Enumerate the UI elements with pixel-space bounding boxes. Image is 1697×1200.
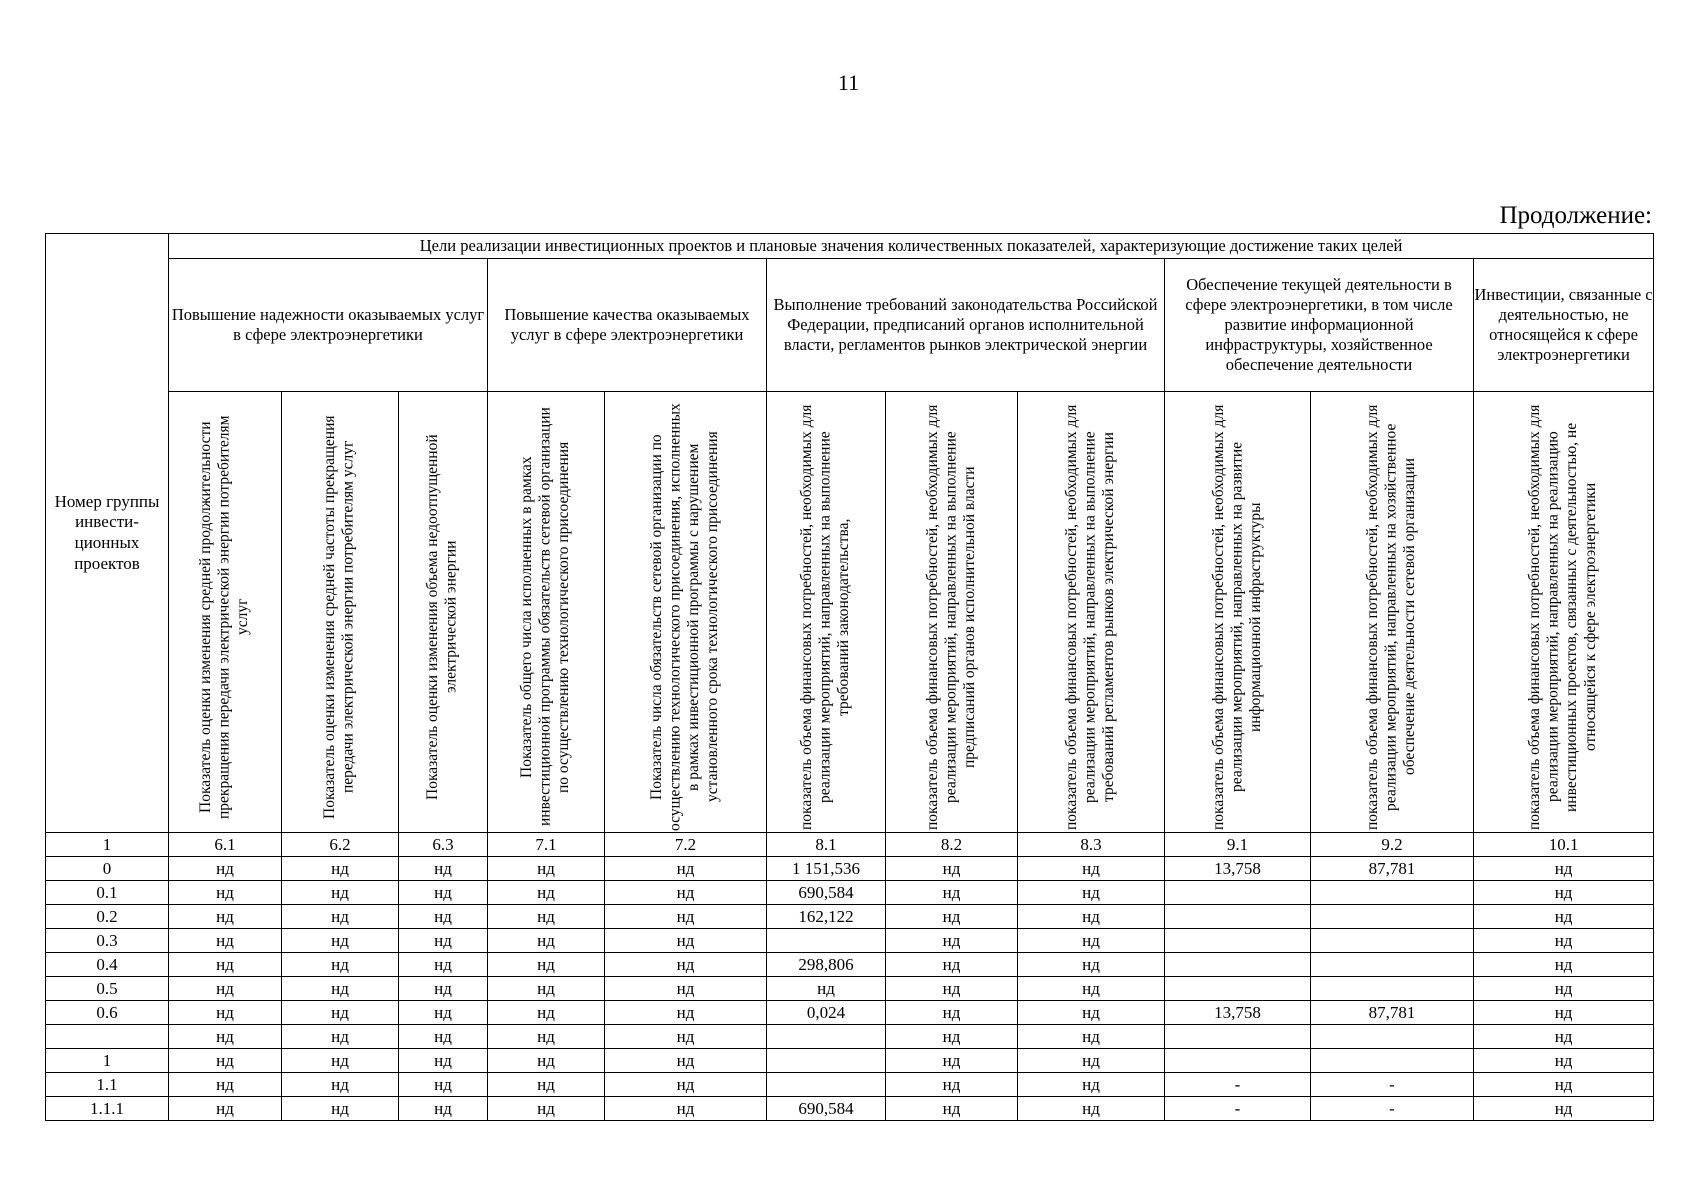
table-cell: -: [1165, 1097, 1311, 1121]
table-cell: нд: [605, 1025, 767, 1049]
table-cell: 162,122: [767, 905, 886, 929]
goals-header: Цели реализации инвестиционных проектов и плановые значения количественных показателей, характеризующие достижение таких целей: [169, 234, 1654, 259]
column-number: 8.1: [767, 833, 886, 857]
table-cell: [1311, 905, 1474, 929]
table-cell: нд: [886, 1073, 1018, 1097]
column-number: 6.3: [399, 833, 488, 857]
table-row: [46, 1049, 1654, 1073]
table-row: [46, 1097, 1654, 1121]
indicator-label: показатель объема финансовых потребностей, необходимых для реализации мероприятий, направленных на выполнение требований законодательства,: [798, 404, 853, 830]
table-cell: 13,758: [1165, 1001, 1311, 1025]
indicator-label: показатель объема финансовых потребностей, необходимых для реализации мероприятий, направленных на развитие информационной инфраструктуры: [1209, 404, 1264, 830]
table-cell: нд: [282, 1025, 399, 1049]
table-cell: нд: [488, 1097, 605, 1121]
groups-header-row: [46, 259, 1654, 392]
table-cell: [1165, 953, 1311, 977]
table-cell: нд: [1474, 905, 1654, 929]
column-number: 10.1: [1474, 833, 1654, 857]
table-cell: нд: [169, 857, 282, 881]
indicator-label: показатель объема финансовых потребностей, необходимых для реализации мероприятий, направленных на выполнение предписаний органов исполнительной власти: [923, 404, 978, 830]
column-number: 6.1: [169, 833, 282, 857]
row-number-header: Номер группы инвести-ционных проектов: [46, 234, 169, 833]
indicator-header-10-1: [1474, 392, 1654, 833]
table-cell: нд: [488, 929, 605, 953]
table-cell: нд: [1474, 1001, 1654, 1025]
row-group-number: 0.1: [46, 881, 169, 905]
table-cell: нд: [1018, 881, 1165, 905]
column-number: 6.2: [282, 833, 399, 857]
table-cell: нд: [1474, 1073, 1654, 1097]
table-body: [46, 857, 1654, 1121]
table-cell: нд: [399, 929, 488, 953]
table-cell: нд: [767, 977, 886, 1001]
table-cell: нд: [169, 1097, 282, 1121]
indicator-header-8-3: [1018, 392, 1165, 833]
table-cell: 1 151,536: [767, 857, 886, 881]
row-group-number: [46, 1025, 169, 1049]
indicator-header-9-2: [1311, 392, 1474, 833]
table-cell: нд: [1018, 929, 1165, 953]
table-cell: нд: [282, 1073, 399, 1097]
table-cell: нд: [488, 881, 605, 905]
table-cell: нд: [488, 1025, 605, 1049]
table-cell: [1165, 1025, 1311, 1049]
indicator-label: Показатель оценки изменения средней продолжительности прекращения передачи электрической энергии потребителям услуг: [197, 415, 252, 819]
table-cell: нд: [605, 1001, 767, 1025]
table-row: [46, 953, 1654, 977]
table-row: [46, 1001, 1654, 1025]
table-cell: [1311, 977, 1474, 1001]
column-number: 1: [46, 833, 169, 857]
table-cell: нд: [282, 881, 399, 905]
table-cell: нд: [169, 953, 282, 977]
table-row: [46, 1073, 1654, 1097]
indicator-label: Показатель оценки изменения объема недоотпущенной электрической энергии: [424, 434, 460, 800]
table-cell: нд: [399, 1025, 488, 1049]
table-cell: нд: [399, 1001, 488, 1025]
table-cell: нд: [886, 1097, 1018, 1121]
indicators-table: [45, 233, 1654, 1121]
column-number: 7.1: [488, 833, 605, 857]
table-cell: нд: [488, 1001, 605, 1025]
group-header-quality: Повышение качества оказываемых услуг в сфере электроэнергетики: [488, 259, 767, 392]
table-cell: нд: [886, 929, 1018, 953]
indicator-header-8-2: [886, 392, 1018, 833]
table-cell: нд: [399, 905, 488, 929]
row-group-number: 0.6: [46, 1001, 169, 1025]
table-cell: нд: [399, 881, 488, 905]
group-header-reliability: Повышение надежности оказываемых услуг в сфере электроэнергетики: [169, 259, 488, 392]
indicator-label: показатель объема финансовых потребностей, необходимых для реализации мероприятий, направленных на реализацию инвестиционных проектов, связанных с деятельностью, не относящейся к сфере электроэнергетики: [1526, 404, 1600, 830]
table-cell: [1311, 929, 1474, 953]
table-cell: 87,781: [1311, 857, 1474, 881]
table-cell: нд: [1018, 953, 1165, 977]
table-cell: нд: [282, 1001, 399, 1025]
table-cell: 690,584: [767, 881, 886, 905]
table-cell: [1165, 929, 1311, 953]
table-cell: нд: [605, 881, 767, 905]
table-cell: нд: [282, 1097, 399, 1121]
table-cell: 13,758: [1165, 857, 1311, 881]
row-group-number: 0.2: [46, 905, 169, 929]
table-cell: нд: [399, 1097, 488, 1121]
table-cell: нд: [399, 953, 488, 977]
table-cell: 0,024: [767, 1001, 886, 1025]
page-number: 11: [837, 70, 860, 95]
table-cell: нд: [1018, 1049, 1165, 1073]
table-cell: нд: [282, 977, 399, 1001]
indicator-label: показатель объема финансовых потребностей, необходимых для реализации мероприятий, направленных на хозяйственное обеспечение деятельности сетевой организации: [1364, 404, 1419, 830]
table-cell: нд: [1474, 857, 1654, 881]
table-cell: [1311, 1049, 1474, 1073]
table-cell: нд: [605, 905, 767, 929]
table-cell: нд: [282, 953, 399, 977]
column-number: 7.2: [605, 833, 767, 857]
indicator-header-6-1: [169, 392, 282, 833]
indicator-header-6-2: [282, 392, 399, 833]
table-cell: [1165, 881, 1311, 905]
table-cell: нд: [282, 929, 399, 953]
table-cell: 690,584: [767, 1097, 886, 1121]
column-number: 9.1: [1165, 833, 1311, 857]
table-cell: нд: [488, 905, 605, 929]
row-group-number: 0.3: [46, 929, 169, 953]
table-cell: нд: [886, 881, 1018, 905]
table-cell: нд: [488, 977, 605, 1001]
table-cell: [1311, 1025, 1474, 1049]
table-cell: нд: [1474, 881, 1654, 905]
table-cell: [767, 1049, 886, 1073]
table-cell: [1311, 953, 1474, 977]
table-cell: [1165, 977, 1311, 1001]
table-cell: нд: [1474, 1097, 1654, 1121]
table-cell: нд: [399, 1073, 488, 1097]
table-cell: нд: [1018, 1001, 1165, 1025]
table-cell: нд: [282, 857, 399, 881]
row-group-number: 0.5: [46, 977, 169, 1001]
table-cell: нд: [886, 1025, 1018, 1049]
indicator-header-9-1: [1165, 392, 1311, 833]
table-cell: [1165, 1049, 1311, 1073]
table-cell: нд: [605, 929, 767, 953]
table-cell: нд: [282, 1049, 399, 1073]
table-row: [46, 905, 1654, 929]
table-cell: нд: [169, 1073, 282, 1097]
column-number: 8.2: [886, 833, 1018, 857]
group-header-legislation: Выполнение требований законодательства Российской Федерации, предписаний органов исполнительной власти, регламентов рынков электрической энергии: [767, 259, 1165, 392]
table-cell: нд: [1018, 905, 1165, 929]
table-cell: нд: [1018, 1025, 1165, 1049]
column-number: 9.2: [1311, 833, 1474, 857]
table-cell: [767, 1025, 886, 1049]
indicators-header-row: [46, 392, 1654, 833]
indicator-label: Показатель оценки изменения средней частоты прекращения передачи электрической энергии потребителям услуг: [321, 415, 357, 819]
table-cell: 298,806: [767, 953, 886, 977]
table-cell: [767, 929, 886, 953]
indicator-label: показатель объема финансовых потребностей, необходимых для реализации мероприятий, направленных на выполнение требований регламентов рынков электрической энергии: [1063, 404, 1118, 830]
table-cell: нд: [488, 857, 605, 881]
table-cell: нд: [886, 857, 1018, 881]
table-cell: нд: [488, 1073, 605, 1097]
table-cell: нд: [1018, 1097, 1165, 1121]
table-cell: нд: [605, 1097, 767, 1121]
indicator-header-8-1: [767, 392, 886, 833]
table-cell: нд: [169, 881, 282, 905]
table-cell: нд: [886, 953, 1018, 977]
table-cell: [1311, 881, 1474, 905]
table-cell: нд: [605, 857, 767, 881]
table-cell: -: [1311, 1097, 1474, 1121]
table-cell: нд: [886, 1049, 1018, 1073]
table-cell: нд: [169, 1025, 282, 1049]
table-row: [46, 881, 1654, 905]
table-cell: нд: [488, 1049, 605, 1073]
table-cell: нд: [282, 905, 399, 929]
table-cell: нд: [605, 977, 767, 1001]
group-header-non-energy: Инвестиции, связанные с деятельностью, не относящейся к сфере электроэнергетики: [1474, 259, 1654, 392]
indicator-header-7-1: [488, 392, 605, 833]
column-number: 8.3: [1018, 833, 1165, 857]
table-cell: нд: [399, 1049, 488, 1073]
table-cell: нд: [886, 905, 1018, 929]
row-group-number: 1: [46, 1049, 169, 1073]
group-header-current-activity: Обеспечение текущей деятельности в сфере электроэнергетики, в том числе развитие информационной инфраструктуры, хозяйственное обеспечение деятельности: [1165, 259, 1474, 392]
table-row: [46, 857, 1654, 881]
indicator-header-7-2: [605, 392, 767, 833]
indicator-label: Показатель общего числа исполненных в рамках инвестиционной программы обязательств сетевой организации по осуществлению технологического присоединения: [518, 407, 573, 827]
table-cell: нд: [169, 905, 282, 929]
row-group-number: 1.1.1: [46, 1097, 169, 1121]
column-numbers-row: [46, 833, 1654, 857]
table-cell: нд: [1474, 1049, 1654, 1073]
table-cell: нд: [169, 977, 282, 1001]
table-cell: нд: [1018, 977, 1165, 1001]
table-cell: нд: [605, 1073, 767, 1097]
table-cell: нд: [169, 929, 282, 953]
row-group-number: 0: [46, 857, 169, 881]
row-group-number: 0.4: [46, 953, 169, 977]
table-cell: нд: [1018, 1073, 1165, 1097]
table-cell: нд: [1474, 1025, 1654, 1049]
table-cell: [767, 1073, 886, 1097]
table-cell: нд: [169, 1049, 282, 1073]
table-row: [46, 929, 1654, 953]
table-cell: нд: [605, 953, 767, 977]
row-group-number: 1.1: [46, 1073, 169, 1097]
table-row: [46, 977, 1654, 1001]
table-cell: нд: [488, 953, 605, 977]
table-cell: -: [1311, 1073, 1474, 1097]
table-cell: нд: [1474, 977, 1654, 1001]
table-cell: нд: [399, 977, 488, 1001]
table-cell: нд: [399, 857, 488, 881]
table-row: [46, 1025, 1654, 1049]
indicator-header-6-3: [399, 392, 488, 833]
table-cell: нд: [1474, 953, 1654, 977]
table-cell: нд: [605, 1049, 767, 1073]
table-cell: нд: [1018, 857, 1165, 881]
table-cell: [1165, 905, 1311, 929]
table-cell: нд: [169, 1001, 282, 1025]
indicator-label: Показатель числа обязательств сетевой организации по осуществлению технологического присоединения, исполненных в рамках инвестиционной программы с нарушением установленного срока технологического присоединения: [648, 403, 722, 831]
goals-header-row: [46, 234, 1654, 259]
table-cell: нд: [886, 977, 1018, 1001]
table-cell: -: [1165, 1073, 1311, 1097]
table-cell: нд: [886, 1001, 1018, 1025]
table-cell: 87,781: [1311, 1001, 1474, 1025]
table-cell: нд: [1474, 929, 1654, 953]
continuation-label: Продолжение:: [1499, 202, 1652, 229]
